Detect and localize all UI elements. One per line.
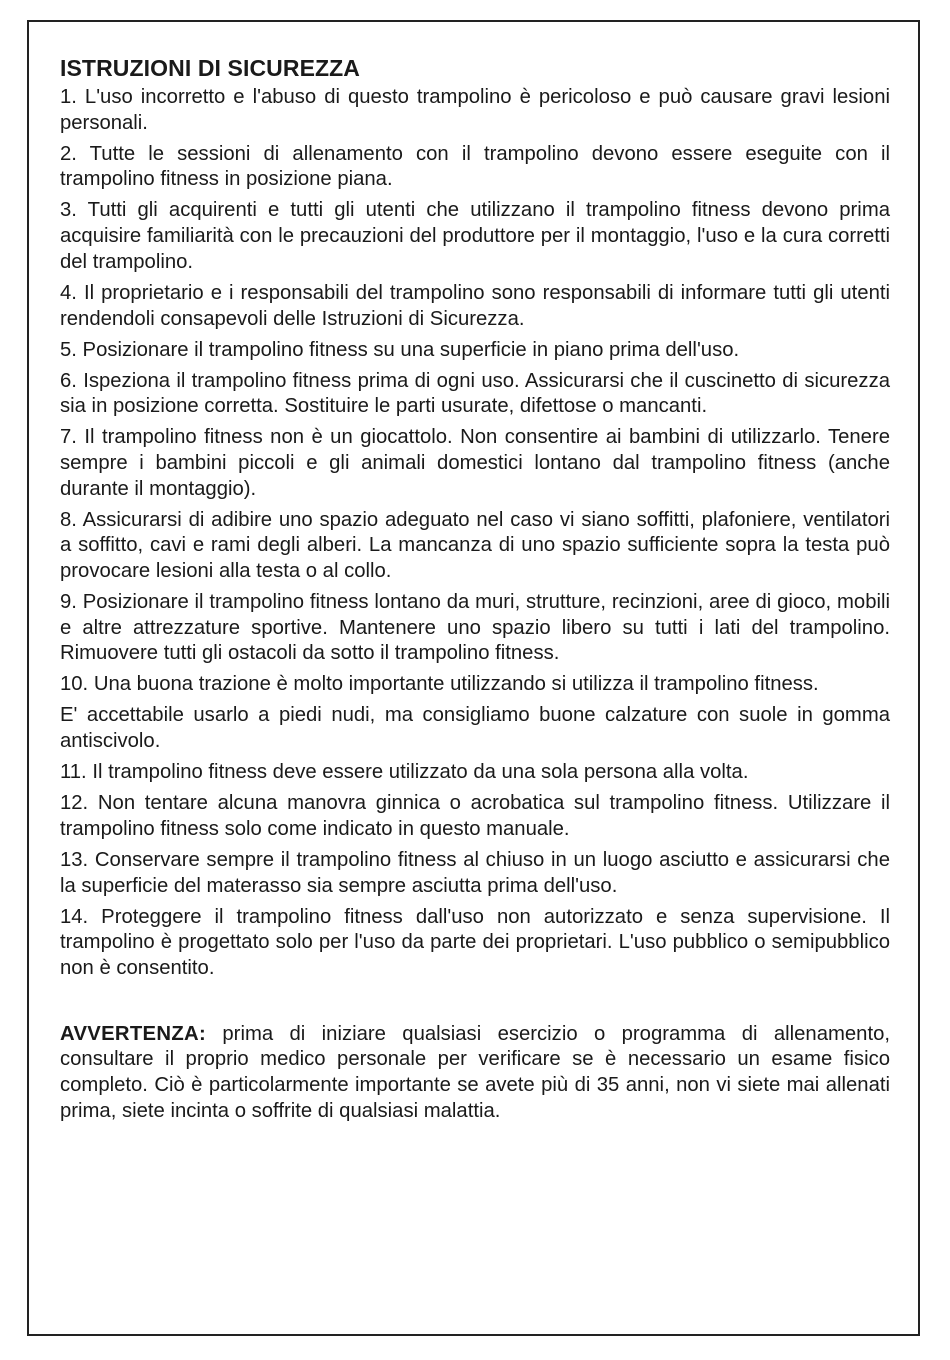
- instruction-item-9: 9. Posizionare il trampolino fitness lontano da muri, strutture, recinzioni, aree di gioco, mobili e altre attrezzature sportive. Mantenere uno spazio libero su tutti i lati del trampolino. Rimuovere tutti gli ostacoli da sotto il trampolino fitness.: [60, 591, 890, 665]
- instruction-item-8: 8. Assicurarsi di adibire uno spazio adeguato nel caso vi siano soffitti, plafoniere, ventilatori a soffitto, cavi e rami degli alberi. La mancanza di uno spazio sufficiente sopra la testa può provocare lesioni alla testa o al collo.: [60, 508, 890, 583]
- instruction-item-14: 14. Proteggere il trampolino fitness dall'uso non autorizzato e senza supervisione. Il trampolino è progettato solo per l'uso da parte dei proprietari. L'uso pubblico o semipubblico non è consentito.: [60, 905, 890, 979]
- page-title: ISTRUZIONI DI SICUREZZA: [60, 55, 361, 81]
- instruction-item-2: 2. Tutte le sessioni di allenamento con il trampolino devono essere eseguite con il trampolino fitness in posizione piana.: [60, 142, 890, 191]
- instruction-item-7: 7. Il trampolino fitness non è un giocattolo. Non consentire ai bambini di utilizzarlo. Tenere sempre i bambini piccoli e gli animali domestici lontano dal trampolino fitness (anche durante il montaggio).: [60, 426, 890, 500]
- warning-label: AVVERTENZA:: [60, 1022, 207, 1045]
- safety-instructions: [60, 54, 890, 1124]
- instruction-item-11: 11. Il trampolino fitness deve essere utilizzato da una sola persona alla volta.: [60, 761, 749, 784]
- instruction-item-1: 1. L'uso incorretto e l'abuso di questo trampolino è pericoloso e può causare gravi lesioni personali.: [60, 86, 890, 134]
- warning-paragraph: [60, 1022, 890, 1125]
- instruction-item-3: 3. Tutti gli acquirenti e tutti gli utenti che utilizzano il trampolino fitness devono prima acquisire familiarità con le precauzioni del produttore per il montaggio, l'uso e la cura corretti del trampolino.: [60, 199, 890, 273]
- warning-text: prima di iniziare qualsiasi esercizio o programma di allenamento, consultare il proprio medico personale per verificare se è necessario un esame fisico completo. Ciò è particolarmente importante se avete più di 35 anni, non vi siete mai allenati prima, siete incinta o soffrite di qualsiasi malattia.: [60, 1022, 890, 1122]
- instruction-item-4: 4. Il proprietario e i responsabili del trampolino sono responsabili di informare tutti gli utenti rendendoli consapevoli delle Istruzioni di Sicurezza.: [60, 281, 890, 330]
- instruction-item-12: 12. Non tentare alcuna manovra ginnica o acrobatica sul trampolino fitness. Utilizzare il trampolino fitness solo come indicato in questo manuale.: [60, 792, 890, 840]
- instruction-item-6: 6. Ispeziona il trampolino fitness prima di ogni uso. Assicurarsi che il cuscinetto di sicurezza sia in posizione corretta. Sostituire le parti usurate, difettose o mancanti.: [60, 369, 890, 418]
- instruction-item-10: 10. Una buona trazione è molto importante utilizzando si utilizza il trampolino fitness.: [60, 673, 819, 696]
- instruction-item-13: 13. Conservare sempre il trampolino fitness al chiuso in un luogo asciutto e assicurarsi che la superficie del materasso sia sempre asciutta prima dell'uso.: [60, 848, 890, 897]
- instruction-note-barefoot: E' accettabile usarlo a piedi nudi, ma consigliamo buone calzature con suole in gomma antiscivolo.: [60, 704, 890, 753]
- instruction-item-5: 5. Posizionare il trampolino fitness su una superficie in piano prima dell'uso.: [60, 338, 740, 361]
